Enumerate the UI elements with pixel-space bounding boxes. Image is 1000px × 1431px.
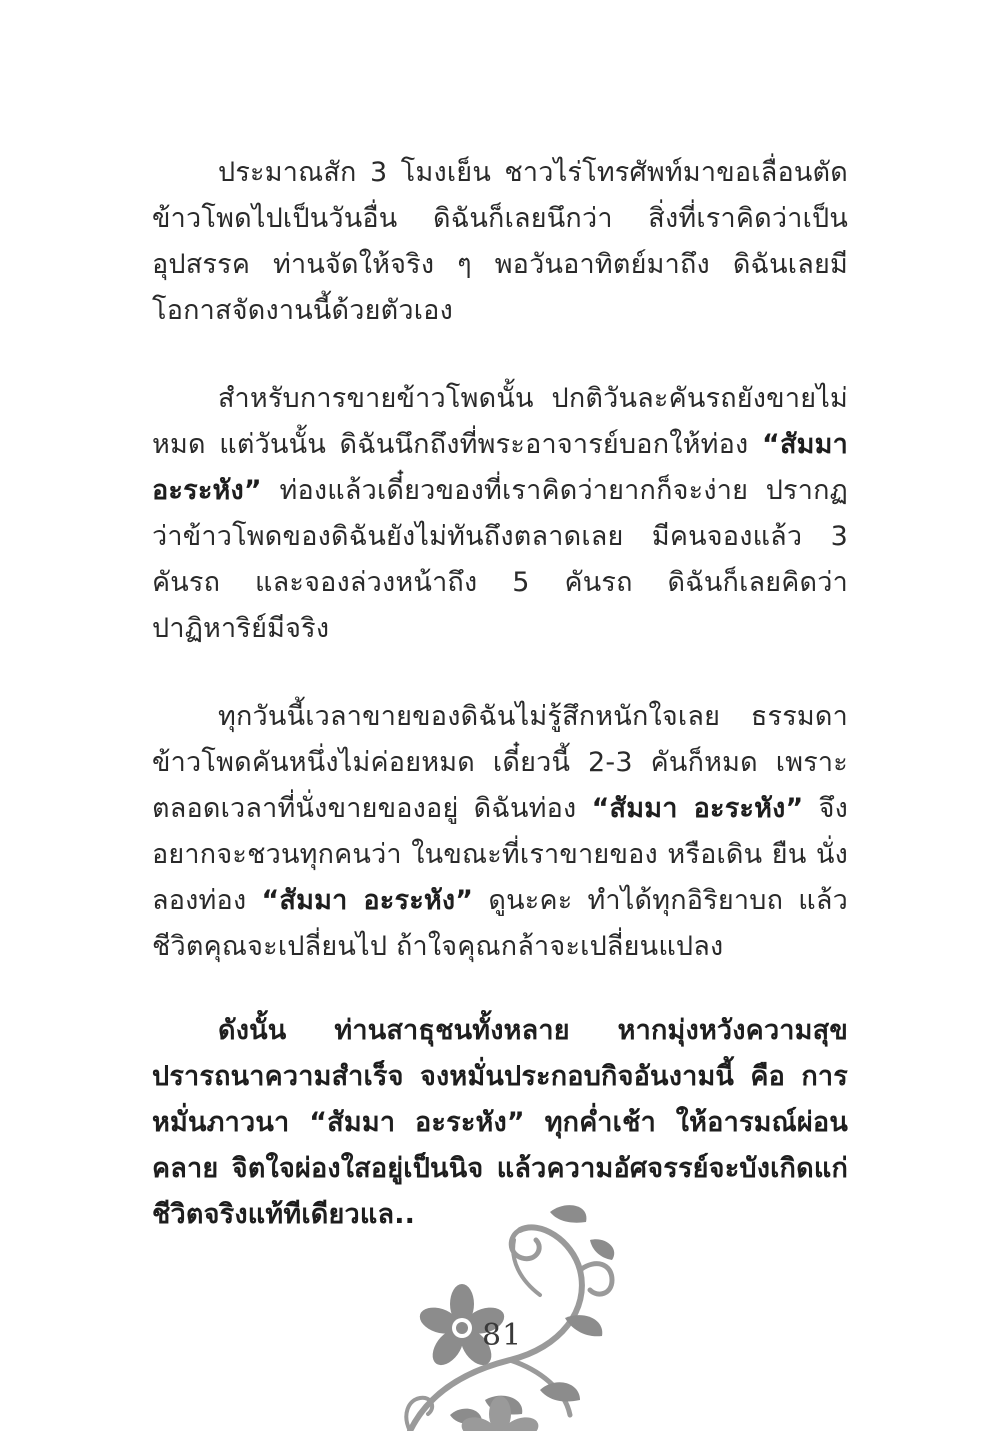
paragraph-conclusion-text: ดังนั้น ท่านสาธุชนทั้งหลาย หากมุ่งหวังความสุข ปรารถนาความสำเร็จ จงหมั่นประกอบกิจอันงามนี้ คือ การหมั่นภาวนา “สัมมา อะระหัง” ทุกค่ำเช้า ให้อารมณ์ผ่อนคลาย จิตใจผ่องใสอยู่เป็นนิจ แล้วความอัศจรรย์จะบังเกิดแก่ชีวิตจริงแท้ทีเดียวแล..	[152, 1015, 848, 1230]
paragraph-3-text-c: ดูนะคะ ทำได้ทุกอิริยาบถ แล้วชีวิตคุณจะเปลี่ยนไป ถ้าใจคุณกล้าจะเปลี่ยนแปลง	[152, 885, 848, 962]
paragraph-3-text-b: จึงอยากจะชวนทุกคนว่า ในขณะที่เราขายของ หรือเดิน ยืน นั่ง ลองท่อง	[152, 793, 848, 916]
paragraph-2-text-b: ท่องแล้วเดี๋ยวของที่เราคิดว่ายากก็จะง่าย ปรากฏว่าข้าวโพดของดิฉันยังไม่ทันถึงตลาดเลย มีคนจองแล้ว 3 คันรถ และจองล่วงหน้าถึง 5 คันรถ ดิฉันก็เลยคิดว่าปาฏิหาริย์มีจริง	[152, 475, 848, 644]
paragraph-1-text: ประมาณสัก 3 โมงเย็น ชาวไร่โทรศัพท์มาขอเลื่อนตัดข้าวโพดไปเป็นวันอื่น ดิฉันก็เลยนึกว่า สิ่งที่เราคิดว่าเป็นอุปสรรค ท่านจัดให้จริง ๆ พอวันอาทิตย์มาถึง ดิฉันเลยมีโอกาสจัดงานนี้ด้วยตัวเอง	[152, 157, 848, 326]
paragraph-1	[152, 150, 848, 334]
page-number: 81	[482, 1318, 523, 1353]
page-body	[152, 150, 848, 1278]
mantra-emphasis: “สัมมา อะระหัง”	[591, 793, 804, 824]
paragraph-2-text-a: สำหรับการขายข้าวโพดนั้น ปกติวันละคันรถยังขายไม่หมด แต่วันนั้น ดิฉันนึกถึงที่พระอาจารย์บอกให้ท่อง	[152, 383, 848, 460]
paragraph-3	[152, 694, 848, 970]
mantra-emphasis: “สัมมา อะระหัง”	[152, 429, 848, 506]
floral-swirl-icon	[390, 1200, 620, 1431]
mantra-emphasis: “สัมมา อะระหัง”	[261, 885, 474, 916]
paragraph-3-text-a: ทุกวันนี้เวลาขายของดิฉันไม่รู้สึกหนักใจเลย ธรรมดาข้าวโพดคันหนึ่งไม่ค่อยหมด เดี๋ยวนี้ 2-3 คันก็หมด เพราะตลอดเวลาที่นั่งขายของอยู่ ดิฉันท่อง	[152, 701, 848, 824]
paragraph-2	[152, 376, 848, 652]
